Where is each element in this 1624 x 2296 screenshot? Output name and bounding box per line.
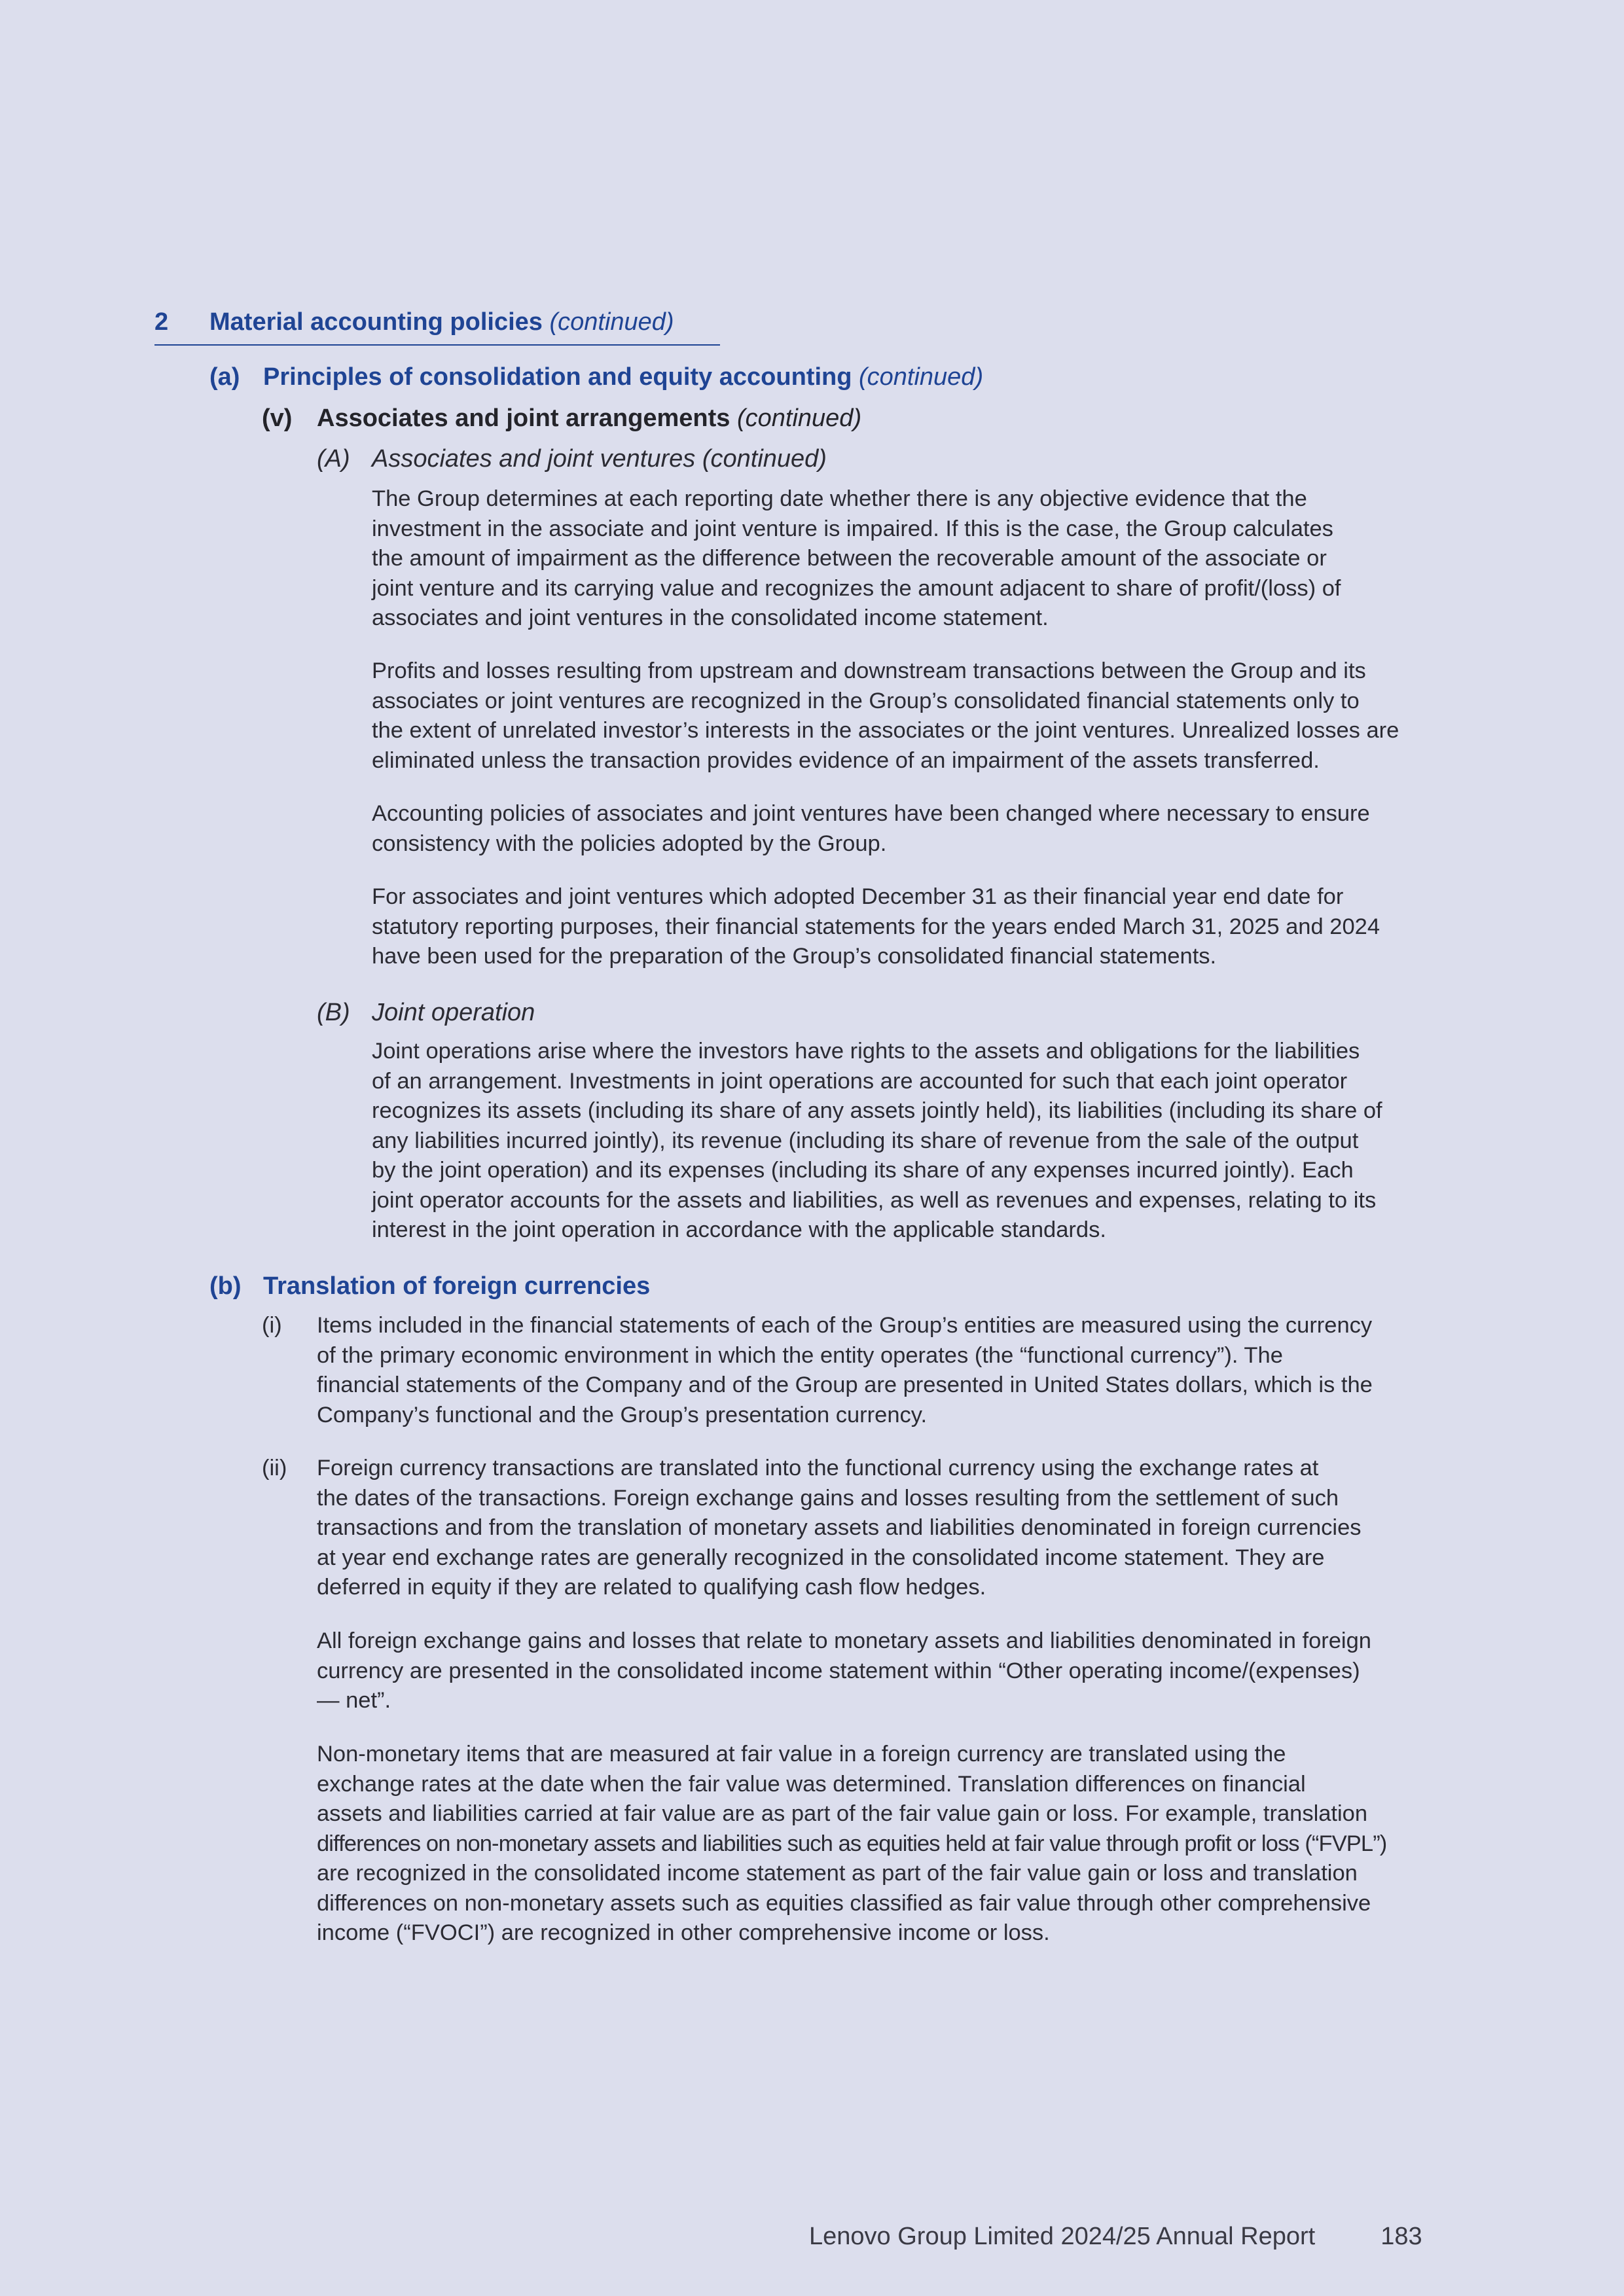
subsection-b-title: Translation of foreign currencies <box>263 1272 651 1300</box>
item-i-label: (i) <box>262 1313 282 1338</box>
item-b-heading <box>317 996 535 1029</box>
item-a-title: Associates and joint ventures (continued) <box>372 445 827 473</box>
text-line: the extent of unrelated investor’s interests in the associates or the joint ventures. Unrealized losses are <box>372 718 1399 743</box>
item-a-paragraph-1 <box>372 484 1341 634</box>
page-number: 183 <box>1380 2223 1422 2250</box>
text-line: eliminated unless the transaction provides evidence of an impairment of the assets transferred. <box>372 747 1320 773</box>
text-line: Items included in the financial statements of each of the Group’s entities are measured using the currency <box>317 1313 1373 1338</box>
subsection-v-title: Associates and joint arrangements <box>317 404 731 432</box>
subsection-a-title: Principles of consolidation and equity accounting <box>263 363 852 391</box>
text-line: The Group determines at each reporting date whether there is any objective evidence that the <box>372 486 1307 511</box>
page-footer <box>809 2220 1422 2253</box>
text-line: Company’s functional and the Group’s presentation currency. <box>317 1402 928 1427</box>
footer-report-title: Lenovo Group Limited 2024/25 Annual Report <box>809 2223 1316 2250</box>
text-line: of an arrangement. Investments in joint operations are accounted for such that each joint operator <box>372 1068 1348 1094</box>
subsection-a-continued: (continued) <box>858 363 984 391</box>
text-line: — net”. <box>317 1688 391 1713</box>
text-line: by the joint operation) and its expenses (including its share of any expenses incurred jointly). Each <box>372 1158 1354 1183</box>
subsection-b-label: (b) <box>209 1272 242 1300</box>
text-line: the dates of the transactions. Foreign exchange gains and losses resulting from the settlement of such <box>317 1485 1339 1511</box>
text-line: recognizes its assets (including its share of any assets jointly held), its liabilities (including its share of <box>372 1098 1382 1123</box>
item-a-paragraph-3 <box>372 799 1370 859</box>
text-line: differences on non-monetary assets and liabilities such as equities held at fair value through profit or loss (“FVPL”) <box>317 1831 1387 1856</box>
text-line: of the primary economic environment in which the entity operates (the “functional currency”). The <box>317 1342 1283 1368</box>
text-line: statutory reporting purposes, their financial statements for the years ended March 31, 2025 and 2024 <box>372 914 1380 939</box>
item-ii-label: (ii) <box>262 1456 287 1480</box>
item-ii-paragraph-2 <box>317 1626 1371 1716</box>
text-line: interest in the joint operation in accordance with the applicable standards. <box>372 1217 1106 1242</box>
text-line: differences on non-monetary assets such as equities classified as fair value through other comprehensive <box>317 1890 1371 1916</box>
section-title: Material accounting policies <box>209 308 543 336</box>
text-line: associates and joint ventures in the consolidated income statement. <box>372 605 1049 630</box>
text-line: at year end exchange rates are generally recognized in the consolidated income statement. They are <box>317 1545 1325 1570</box>
text-line: joint venture and its carrying value and recognizes the amount adjacent to share of profit/(loss) of <box>372 575 1341 601</box>
text-line: income (“FVOCI”) are recognized in other comprehensive income or loss. <box>317 1920 1050 1945</box>
text-line: transactions and from the translation of monetary assets and liabilities denominated in foreign currencies <box>317 1515 1362 1540</box>
text-line: currency are presented in the consolidated income statement within “Other operating income/(expenses) <box>317 1658 1360 1683</box>
text-line: the amount of impairment as the difference between the recoverable amount of the associate or <box>372 546 1327 571</box>
item-ii-paragraph-1 <box>317 1454 1362 1603</box>
text-line: exchange rates at the date when the fair value was determined. Translation differences on financial <box>317 1771 1306 1797</box>
section-continued: (continued) <box>549 308 674 336</box>
item-b-label: (B) <box>317 999 350 1026</box>
text-line: Accounting policies of associates and joint ventures have been changed where necessary to ensure <box>372 801 1370 826</box>
text-line: Profits and losses resulting from upstream and downstream transactions between the Group and its <box>372 658 1366 683</box>
item-b-paragraph-1 <box>372 1037 1382 1246</box>
text-line: Non-monetary items that are measured at fair value in a foreign currency are translated using the <box>317 1742 1286 1767</box>
subsection-v-label: (v) <box>262 404 293 432</box>
text-line: investment in the associate and joint venture is impaired. If this is the case, the Group calculates <box>372 516 1333 541</box>
item-i-paragraph-1 <box>317 1311 1373 1430</box>
item-a-paragraph-2 <box>372 656 1399 776</box>
text-line: joint operator accounts for the assets and liabilities, as well as revenues and expenses, relating to its <box>372 1187 1377 1213</box>
subsection-v-continued: (continued) <box>736 404 862 432</box>
text-line: Joint operations arise where the investors have rights to the assets and obligations for the liabilities <box>372 1039 1360 1064</box>
text-line: Foreign currency transactions are translated into the functional currency using the exchange rates at <box>317 1456 1319 1480</box>
text-line: assets and liabilities carried at fair value are as part of the fair value gain or loss. For example, translation <box>317 1801 1368 1826</box>
text-line: are recognized in the consolidated income statement as part of the fair value gain or loss and translation <box>317 1861 1358 1886</box>
item-a-paragraph-4 <box>372 882 1380 972</box>
subsection-a-heading <box>209 361 983 393</box>
text-line: financial statements of the Company and of the Group are presented in United States dollars, which is the <box>317 1372 1373 1397</box>
text-line: associates or joint ventures are recognized in the Group’s consolidated financial statements only to <box>372 688 1360 713</box>
item-b-title: Joint operation <box>372 999 535 1026</box>
item-a-heading <box>317 442 827 475</box>
item-a-label: (A) <box>317 445 350 473</box>
section-number: 2 <box>154 308 169 336</box>
text-line: All foreign exchange gains and losses that relate to monetary assets and liabilities denominated in foreign <box>317 1628 1371 1653</box>
text-line: consistency with the policies adopted by the Group. <box>372 831 887 856</box>
subsection-b-heading <box>209 1270 650 1302</box>
item-ii-paragraph-3 <box>317 1740 1386 1948</box>
text-line: deferred in equity if they are related to qualifying cash flow hedges. <box>317 1575 986 1600</box>
text-line: For associates and joint ventures which adopted December 31 as their financial year end date for <box>372 884 1344 909</box>
subsection-a-label: (a) <box>209 363 240 391</box>
text-line: have been used for the preparation of the Group’s consolidated financial statements. <box>372 944 1217 969</box>
text-line: any liabilities incurred jointly), its revenue (including its share of revenue from the sale of the output <box>372 1128 1359 1153</box>
section-heading <box>154 305 720 346</box>
subsection-v-heading <box>262 402 861 435</box>
